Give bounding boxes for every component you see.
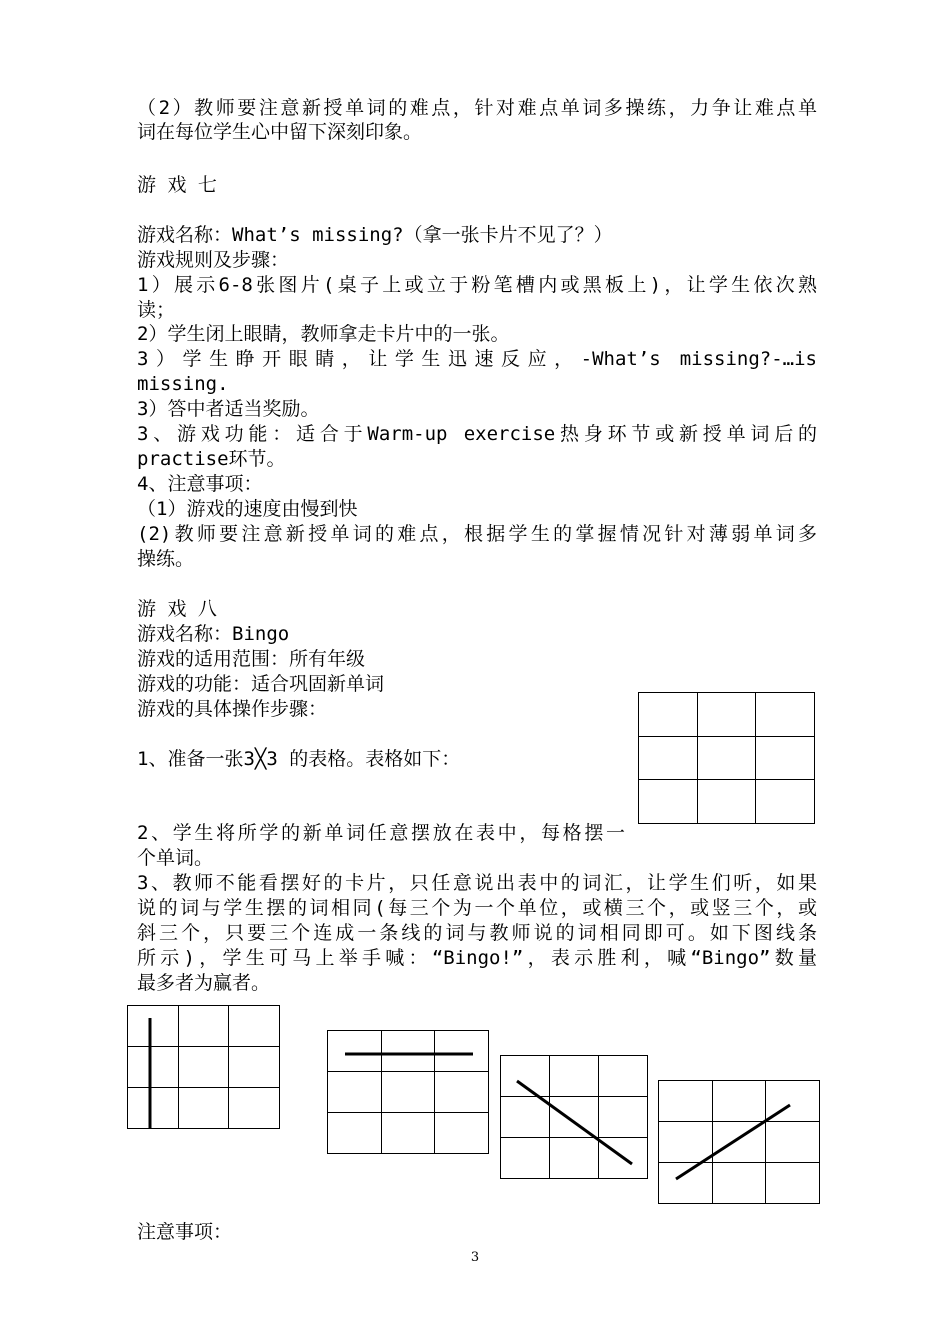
text-line: 游戏的适用范围：所有年级	[137, 648, 366, 670]
text-line: 说的词与学生摆的词相同(每三个为一个单位，或横三个，或竖三个，或	[137, 897, 817, 919]
text-line: 1）展示6-8张图片(桌子上或立于粉笔槽内或黑板上)，让学生依次熟	[137, 274, 817, 296]
text-line: 操练。	[137, 548, 195, 570]
text-line: 个单词。	[137, 847, 214, 869]
bingo-grid-horizontal-example	[327, 1030, 489, 1154]
text-line: 所示)，学生可马上举手喊：“Bingo!”，表示胜利，喊“Bingo”数量	[137, 947, 817, 969]
text-line: 3）学生睁开眼睛，让学生迅速反应，-What’s missing?-…is	[137, 348, 817, 370]
text-line: 游戏的功能：适合巩固新单词	[137, 673, 385, 695]
text-line: （1）游戏的速度由慢到快	[137, 498, 358, 520]
text-line: 2、学生将所学的新单词任意摆放在表中，每格摆一	[137, 822, 625, 844]
text-line: missing.	[137, 373, 229, 395]
bingo-grid-blank	[638, 692, 815, 824]
section-heading-game-7: 游 戏 七	[137, 174, 217, 196]
text-line: 游戏规则及步骤：	[137, 249, 290, 271]
text-line: 读；	[137, 299, 176, 321]
text-line: 2）学生闭上眼睛，教师拿走卡片中的一张。	[137, 323, 510, 345]
text-line: 游戏的具体操作步骤：	[137, 698, 328, 720]
text-line: 注意事项：	[137, 1221, 233, 1243]
text-line: 3）答中者适当奖励。	[137, 398, 320, 420]
section-heading-game-8: 游 戏 八	[137, 598, 217, 620]
text-line: 4、注意事项：	[137, 473, 263, 495]
text-line: 斜三个，只要三个连成一条线的词与教师说的词相同即可。如下图线条	[137, 922, 817, 944]
bingo-grid-vertical-example	[127, 1005, 280, 1129]
text-line: 游戏名称：What’s missing?（拿一张卡片不见了？）	[137, 224, 613, 246]
text-line: 3、游戏功能：适合于Warm-up exercise热身环节或新授单词后的	[137, 423, 817, 445]
bingo-grid-diagonal-up-example	[658, 1080, 820, 1204]
text-line: 3、教师不能看摆好的卡片，只任意说出表中的词汇，让学生们听，如果	[137, 872, 817, 894]
text-line: 1、准备一张3╳3 的表格。表格如下：	[137, 748, 461, 770]
text-line: practise环节。	[137, 448, 286, 470]
page-number: 3	[470, 1250, 480, 1265]
text-line: 词在每位学生心中留下深刻印象。	[137, 121, 423, 143]
text-line: 最多者为赢者。	[137, 972, 271, 994]
text-line: 游戏名称：Bingo	[137, 623, 290, 645]
bingo-grid-diagonal-down-example	[500, 1055, 648, 1179]
text-line: (2)教师要注意新授单词的难点，根据学生的掌握情况针对薄弱单词多	[137, 523, 817, 545]
text-line: （2）教师要注意新授单词的难点，针对难点单词多操练，力争让难点单	[137, 97, 817, 119]
